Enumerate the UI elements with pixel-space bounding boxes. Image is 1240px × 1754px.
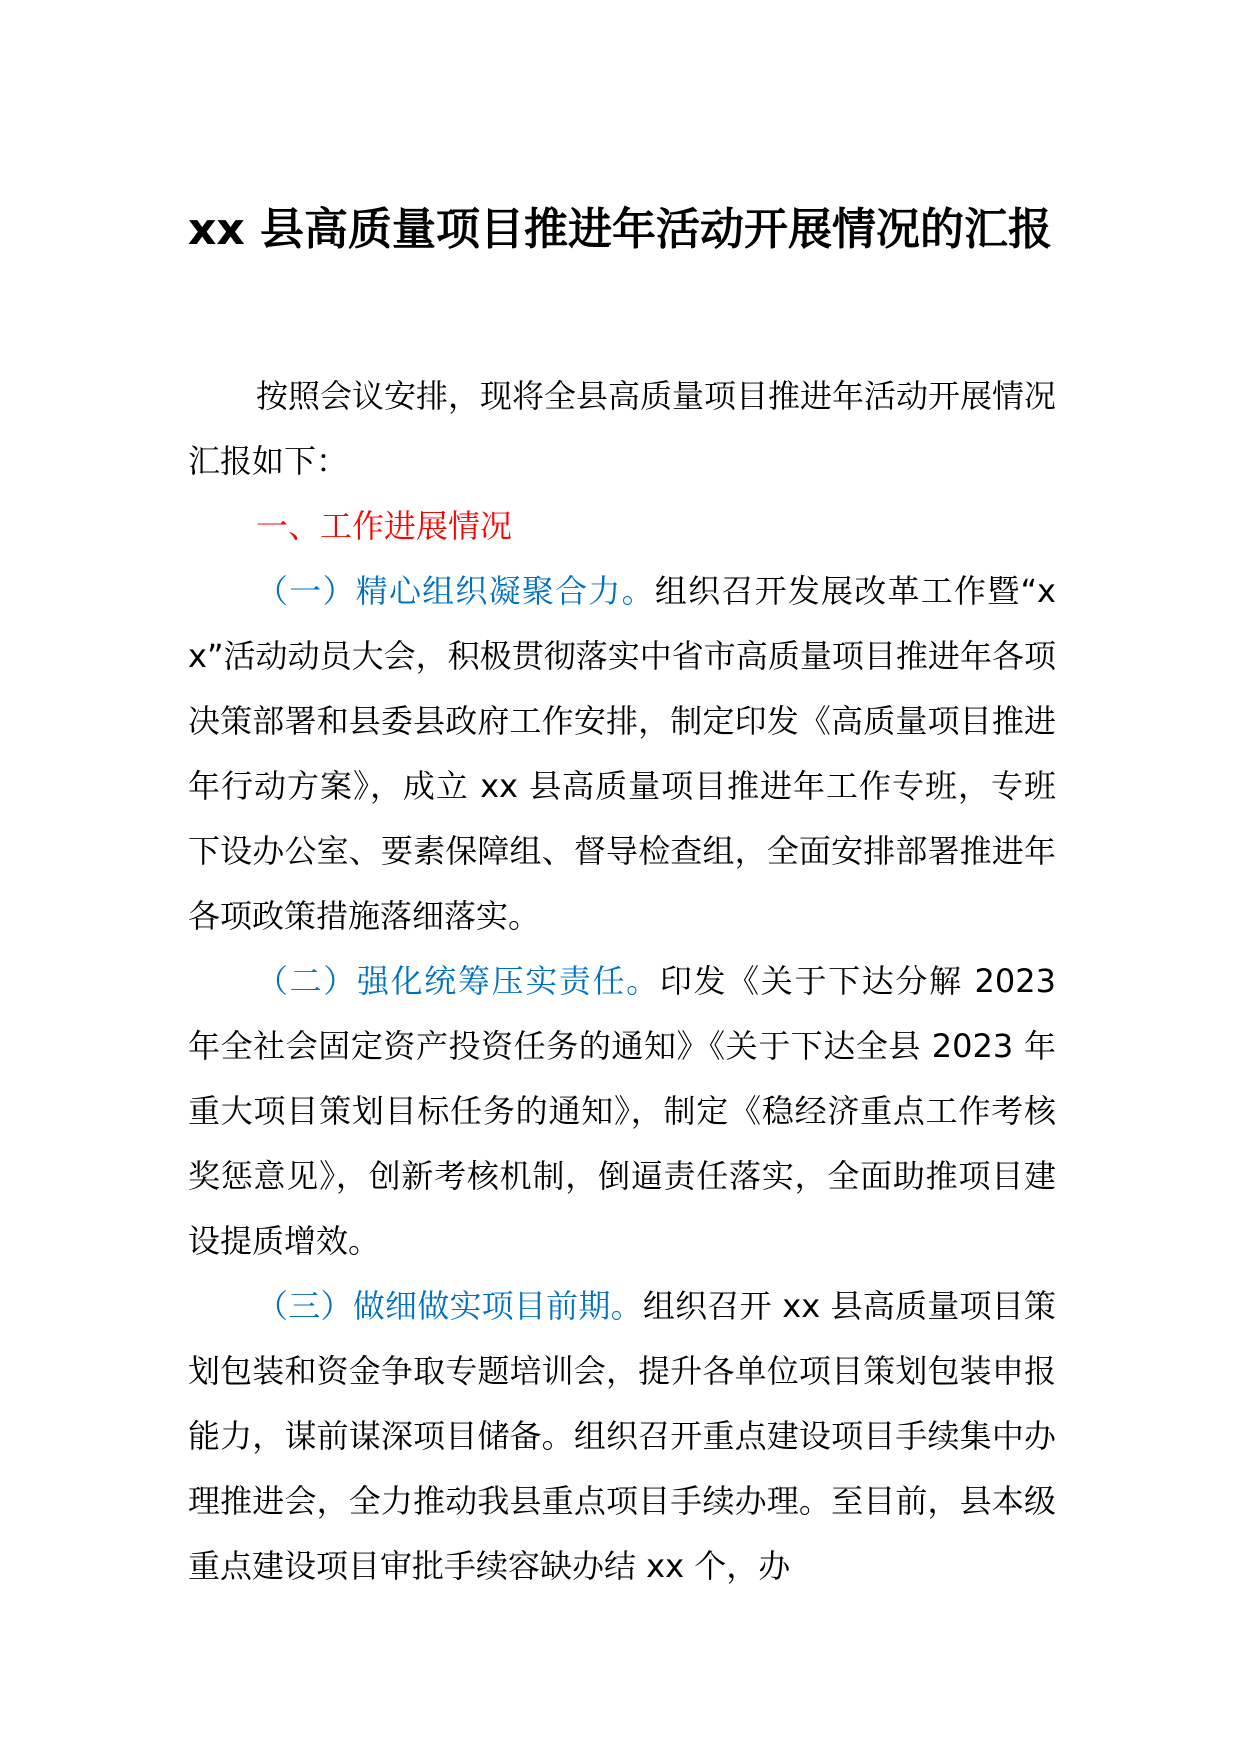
paragraph-2 (188, 949, 1056, 1274)
document-body (188, 364, 1056, 1599)
paragraph-1 (188, 559, 1056, 949)
intro-paragraph: 按照会议安排，现将全县高质量项目推进年活动开展情况汇报如下： (188, 377, 1057, 480)
paragraph-1-text: 组织召开发展改革工作暨“xx”活动动员大会，积极贯彻落实中省市高质量项目推进年各项决策部署和县委县政府工作安排，制定印发《高质量项目推进年行动方案》，成立 xx 县高质量项目推进年工作专班，专班下设办公室、要素保障组、督导检查组，全面安排部署推进年各项政策措施落细落实。 (188, 572, 1056, 935)
subheading-2: （二）强化统筹压实责任。 (256, 962, 660, 1000)
document-title: xx 县高质量项目推进年活动开展情况的汇报 (187, 204, 1053, 255)
paragraph-3-text: 组织召开 xx 县高质量项目策划包装和资金争取专题培训会，提升各单位项目策划包装申报能力，谋前谋深项目储备。组织召开重点建设项目手续集中办理推进会，全力推动我县重点项目手续办理。至目前，县本级重点建设项目审批手续容缺办结 xx 个，办 (188, 1287, 1056, 1585)
paragraph-3 (188, 1274, 1056, 1599)
subheading-3: （三）做细做实项目前期。 (256, 1287, 643, 1325)
paragraph-2-text: 印发《关于下达分解 2023 年全社会固定资产投资任务的通知》《关于下达全县 2023 年重大项目策划目标任务的通知》，制定《稳经济重点工作考核奖惩意见》，创新考核机制，倒逼责任落实，全面助推项目建设提质增效。 (188, 962, 1056, 1260)
section-heading: 一、工作进展情况 (256, 507, 513, 545)
subheading-1: （一）精心组织凝聚合力。 (256, 572, 655, 610)
